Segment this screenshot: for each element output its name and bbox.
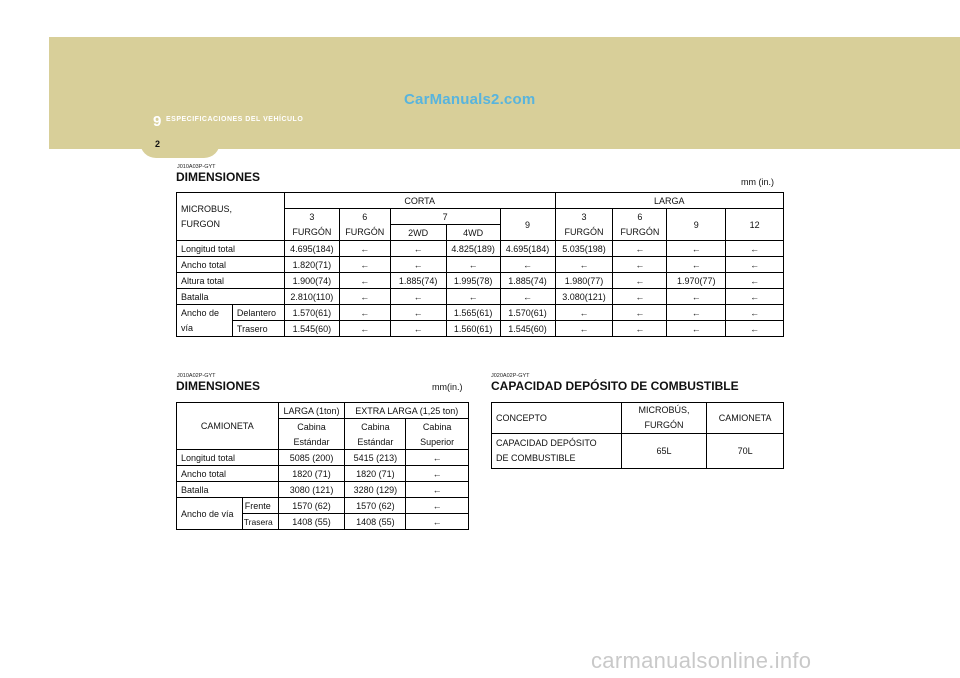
cell: 1.565(61)	[446, 305, 500, 321]
cell: ←	[339, 273, 390, 289]
cell: ←	[446, 289, 500, 305]
fuel-concept: CONCEPTO	[492, 403, 622, 434]
cell: ←	[339, 289, 390, 305]
row-label: Ancho total	[177, 466, 279, 482]
cell: ←	[390, 257, 446, 273]
fuel-title: CAPACIDAD DEPÓSITO DE COMBUSTIBLE	[491, 379, 739, 393]
table-row	[177, 482, 469, 498]
cell: 1408 (55)	[278, 514, 345, 530]
fuel-value-camioneta: 70L	[707, 434, 784, 469]
cell: 1.570(61)	[500, 305, 555, 321]
cell: ←	[406, 466, 469, 482]
cell: ←	[613, 321, 667, 337]
fuel-col-microbus: MICROBÚS, FURGÓN	[621, 403, 707, 434]
col-larga-6: 6	[613, 209, 667, 225]
cell: 1.980(77)	[555, 273, 613, 289]
cell: ←	[726, 257, 784, 273]
cell: 1570 (62)	[278, 498, 345, 514]
cell: ←	[406, 482, 469, 498]
cell: ←	[446, 257, 500, 273]
table-row	[177, 305, 784, 321]
row-label: Longitud total	[177, 450, 279, 466]
row-label: Ancho total	[177, 257, 285, 273]
table-row	[177, 450, 469, 466]
table-row	[177, 257, 784, 273]
cell: ←	[613, 289, 667, 305]
cell: 5415 (213)	[345, 450, 406, 466]
cell: 4.825(189)	[446, 241, 500, 257]
cell: 1.995(78)	[446, 273, 500, 289]
dim-van-code: J010A02P-GYT	[177, 373, 216, 379]
cell: ←	[406, 498, 469, 514]
cell: 1.545(60)	[500, 321, 555, 337]
cab-2a: Cabina	[345, 419, 406, 435]
cell: 1.560(61)	[446, 321, 500, 337]
cell: ←	[390, 321, 446, 337]
cell: 1.900(74)	[284, 273, 339, 289]
section-title: ESPECIFICACIONES DEL VEHÍCULO	[166, 116, 304, 123]
cell: 4.695(184)	[500, 241, 555, 257]
dim-main-unit: mm (in.)	[741, 177, 774, 187]
cell: ←	[500, 289, 555, 305]
dim-van-unit: mm(in.)	[432, 382, 463, 392]
cab-1b: Estándar	[278, 434, 345, 450]
col-corta-7: 7	[390, 209, 500, 225]
cell: ←	[613, 241, 667, 257]
sub-furgon-1: FURGÓN	[284, 225, 339, 241]
cell: ←	[613, 257, 667, 273]
cell: ←	[500, 257, 555, 273]
page-tab	[140, 128, 220, 158]
col-extra-larga: EXTRA LARGA (1,25 ton)	[345, 403, 469, 419]
cell: 1.970(77)	[667, 273, 726, 289]
table-row	[177, 321, 784, 337]
dim-van-table	[176, 402, 469, 530]
fuel-row-label: CAPACIDAD DEPÓSITO DE COMBUSTIBLE	[492, 434, 622, 469]
watermark-bottom[interactable]: carmanualsonline.info	[591, 648, 812, 673]
cell: ←	[406, 514, 469, 530]
page-number: 2	[155, 139, 161, 149]
row-label: Batalla	[177, 482, 279, 498]
cell: ←	[339, 305, 390, 321]
table-row	[177, 498, 469, 514]
cell: 5.035(198)	[555, 241, 613, 257]
cell: 3.080(121)	[555, 289, 613, 305]
cell: ←	[390, 305, 446, 321]
col-larga-12: 12	[726, 209, 784, 241]
cell: ←	[667, 321, 726, 337]
cell: ←	[726, 321, 784, 337]
cell: 2.810(110)	[284, 289, 339, 305]
cell: ←	[726, 305, 784, 321]
row-label: Batalla	[177, 289, 285, 305]
cell: ←	[667, 289, 726, 305]
cell: ←	[555, 257, 613, 273]
cell: 1.885(74)	[390, 273, 446, 289]
sub-furgon-4: FURGÓN	[613, 225, 667, 241]
cell: 1.820(71)	[284, 257, 339, 273]
table-row	[177, 466, 469, 482]
table-row	[492, 434, 784, 469]
cab-3b: Superior	[406, 434, 469, 450]
dim-main-model: MICROBUS, FURGON	[177, 193, 285, 241]
table-row	[177, 241, 784, 257]
cell: ←	[726, 289, 784, 305]
header-larga: LARGA	[555, 193, 784, 209]
table-row	[177, 273, 784, 289]
cell: ←	[726, 241, 784, 257]
row-label: Altura total	[177, 273, 285, 289]
cell: ←	[555, 305, 613, 321]
sub-furgon-2: FURGÓN	[339, 225, 390, 241]
cell: ←	[667, 241, 726, 257]
col-larga-3: 3	[555, 209, 613, 225]
dim-van-model: CAMIONETA	[177, 403, 279, 450]
row-label: Trasera	[242, 514, 278, 530]
col-larga-9: 9	[667, 209, 726, 241]
cell: 1.545(60)	[284, 321, 339, 337]
col-corta-9: 9	[500, 209, 555, 241]
col-corta-6: 6	[339, 209, 390, 225]
sub-2wd: 2WD	[390, 225, 446, 241]
cell: 4.695(184)	[284, 241, 339, 257]
dim-van-title: DIMENSIONES	[176, 379, 261, 393]
cell: ←	[406, 450, 469, 466]
cell: ←	[726, 273, 784, 289]
row-label: Frente	[242, 498, 278, 514]
sub-furgon-3: FURGÓN	[555, 225, 613, 241]
cell: ←	[613, 273, 667, 289]
row-label: Longitud total	[177, 241, 285, 257]
col-corta-3: 3	[284, 209, 339, 225]
cell: 1408 (55)	[345, 514, 406, 530]
cell: 1.885(74)	[500, 273, 555, 289]
cell: 1820 (71)	[278, 466, 345, 482]
cab-2b: Estándar	[345, 434, 406, 450]
track-label: Ancho de vía	[177, 498, 243, 530]
track-label-1: Ancho de	[177, 305, 233, 321]
cell: ←	[339, 241, 390, 257]
cell: ←	[339, 321, 390, 337]
header-corta: CORTA	[284, 193, 555, 209]
chapter-number: 9	[153, 113, 162, 130]
sub-4wd: 4WD	[446, 225, 500, 241]
fuel-value-microbus: 65L	[621, 434, 707, 469]
cell: 5085 (200)	[278, 450, 345, 466]
cab-1a: Cabina	[278, 419, 345, 435]
cell: 3080 (121)	[278, 482, 345, 498]
dim-main-title: DIMENSIONES	[176, 170, 261, 184]
row-label: Delantero	[232, 305, 284, 321]
cell: ←	[667, 257, 726, 273]
cell: ←	[339, 257, 390, 273]
cell: ←	[390, 289, 446, 305]
cell: 1.570(61)	[284, 305, 339, 321]
cell: ←	[667, 305, 726, 321]
row-label: Trasero	[232, 321, 284, 337]
track-label-2: vía	[177, 321, 233, 337]
watermark-top[interactable]: CarManuals2.com	[404, 91, 536, 108]
fuel-col-camioneta: CAMIONETA	[707, 403, 784, 434]
cab-3a: Cabina	[406, 419, 469, 435]
dim-main-code: J010A03P-GYT	[177, 164, 216, 170]
cell: ←	[555, 321, 613, 337]
cell: 1570 (62)	[345, 498, 406, 514]
cell: 3280 (129)	[345, 482, 406, 498]
cell: 1820 (71)	[345, 466, 406, 482]
fuel-table	[491, 402, 784, 469]
dim-main-table	[176, 192, 784, 337]
table-row	[177, 289, 784, 305]
cell: ←	[613, 305, 667, 321]
cell: ←	[390, 241, 446, 257]
col-larga-1ton: LARGA (1ton)	[278, 403, 345, 419]
fuel-code: J020A02P-GYT	[491, 373, 530, 379]
